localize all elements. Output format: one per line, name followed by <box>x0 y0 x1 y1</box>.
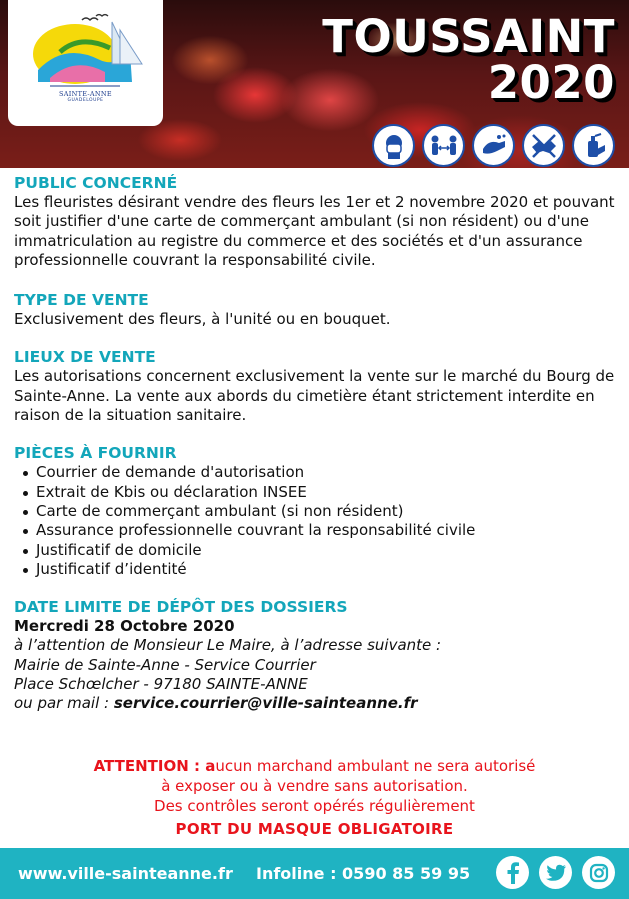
section-title-date: DATE LIMITE DE DÉPÔT DES DOSSIERS <box>14 598 348 617</box>
infoline: Infoline : 0590 85 59 95 <box>256 864 471 883</box>
no-handshake-icon <box>522 124 565 167</box>
mask-icon <box>372 124 415 167</box>
twitter-icon[interactable] <box>539 856 572 889</box>
warning-block <box>0 756 629 816</box>
section-title-pieces: PIÈCES À FOURNIR <box>14 444 177 463</box>
title-line-2: 2020 <box>487 56 615 109</box>
address-line-2: Mairie de Sainte-Anne - Service Courrier <box>14 655 316 674</box>
hand-gel-icon <box>572 124 615 167</box>
logo <box>8 0 163 126</box>
logo-subcaption: GUADELOUPE <box>67 98 104 103</box>
handwash-icon <box>472 124 515 167</box>
documents-list <box>23 463 622 579</box>
section-title-public: PUBLIC CONCERNÉ <box>14 174 178 192</box>
page-title <box>322 10 615 109</box>
social-links <box>496 856 615 889</box>
deadline-date: Mercredi 28 Octobre 2020 <box>14 617 235 636</box>
warning-label: ATTENTION : a <box>93 757 216 775</box>
section-title-lieux: LIEUX DE VENTE <box>14 348 156 367</box>
mail-link[interactable]: service.courrier@ville-sainteanne.fr <box>113 694 418 713</box>
section-text-public: Les fleuristes désirant vendre des fleurs les 1er et 2 novembre 2020 et pouvant soit justifier d'une carte de commerçant ambulant (si non résident) ou d'une immatriculation au registre du commerce et des sociétés et d'un assurance professionnelle couvrant la responsabilité civile. <box>14 193 615 269</box>
logo-caption: SAINTE-ANNE <box>59 90 112 98</box>
mask-notice: PORT DU MASQUE OBLIGATOIRE <box>175 820 454 838</box>
sainte-anne-logo-icon <box>20 12 150 92</box>
header-banner <box>0 0 629 168</box>
distancing-icon <box>422 124 465 167</box>
mail-prefix: ou par mail : <box>14 694 114 713</box>
sanitary-pictograms <box>372 124 615 167</box>
list-item: Justificatif d’identité <box>23 560 622 579</box>
list-item: Assurance professionnelle couvrant la responsabilité civile <box>23 521 622 540</box>
title-line-1: TOUSSAINT <box>322 10 615 63</box>
footer <box>0 848 629 899</box>
section-title-type: TYPE DE VENTE <box>14 291 149 310</box>
main-content <box>14 173 622 714</box>
warning-line-3: Des contrôles seront opérés régulièrement <box>154 797 475 815</box>
warning-line-1: ATTENTION : aucun marchand ambulant ne sera autorisé <box>93 757 536 775</box>
section-text-lieux: Les autorisations concernent exclusivement la vente sur le marché du Bourg de Sainte-Anne. La vente aux abords du cimetière étant strictement interdite en raison de la situation sanitaire. <box>14 367 615 425</box>
section-text-type: Exclusivement des fleurs, à l'unité ou en bouquet. <box>14 310 391 329</box>
list-item: Courrier de demande d'autorisation <box>23 463 622 482</box>
mail-line <box>14 694 622 713</box>
address-line-3: Place Schœlcher - 97180 SAINTE-ANNE <box>14 675 308 694</box>
list-item: Justificatif de domicile <box>23 541 622 560</box>
website-link[interactable]: www.ville-sainteanne.fr <box>18 864 233 883</box>
list-item: Carte de commerçant ambulant (si non résident) <box>23 502 622 521</box>
list-item: Extrait de Kbis ou déclaration INSEE <box>23 483 622 502</box>
warning-line-2: à exposer ou à vendre sans autorisation. <box>161 777 468 795</box>
facebook-icon[interactable] <box>496 856 529 889</box>
address-line-1: à l’attention de Monsieur Le Maire, à l’adresse suivante : <box>14 636 442 655</box>
instagram-icon[interactable] <box>582 856 615 889</box>
